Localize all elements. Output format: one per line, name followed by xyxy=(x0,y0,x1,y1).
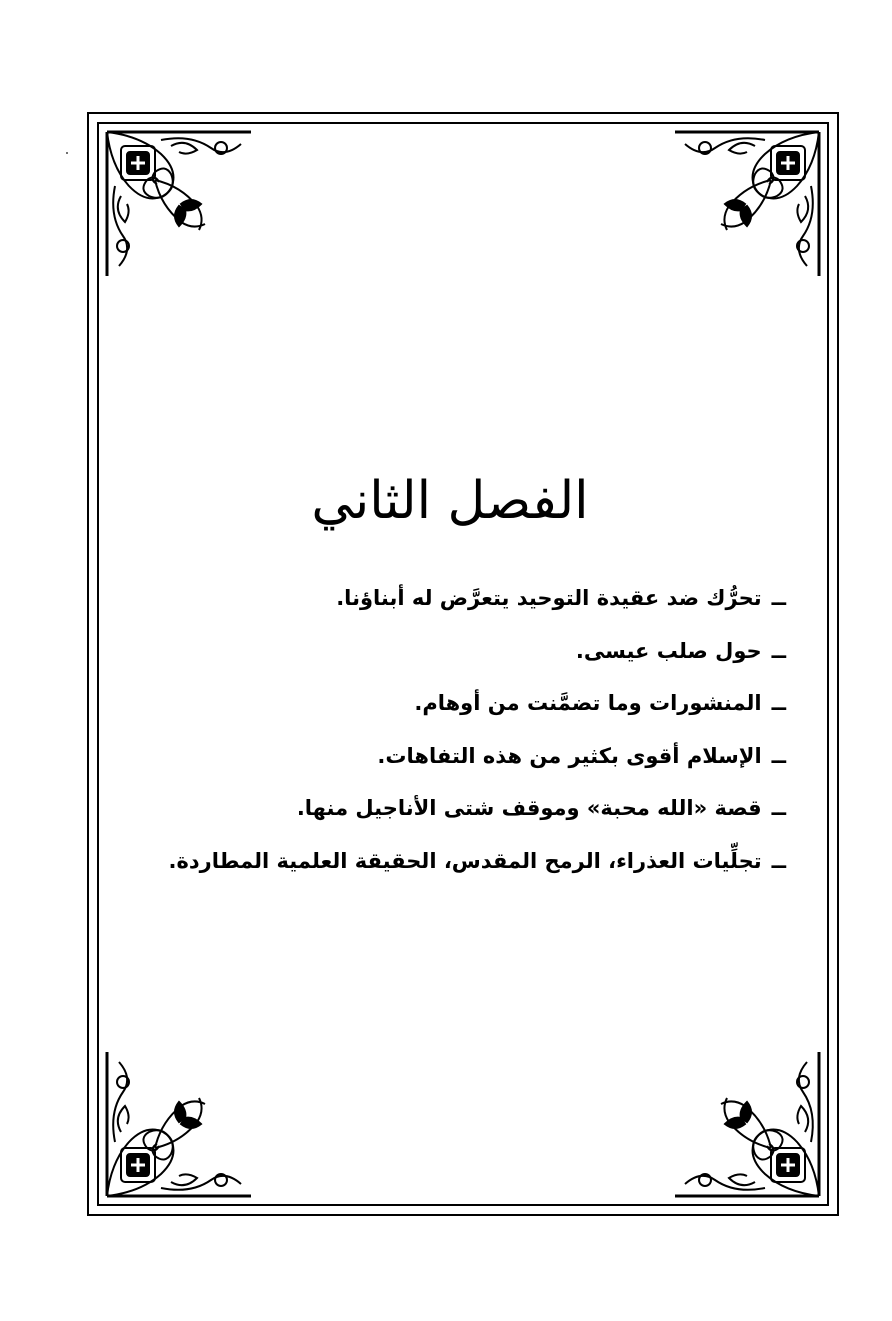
corner-ornament-top-right xyxy=(675,126,825,276)
dash-marker: ــ xyxy=(771,638,786,663)
dash-marker: ــ xyxy=(771,691,786,715)
chapter-title: الفصل الثاني xyxy=(311,471,589,531)
topic-text: قصة «الله محبة» وموقف شتى الأناجيل منها. xyxy=(296,796,762,820)
dash-marker: ــ xyxy=(771,586,786,610)
list-item xyxy=(146,572,786,625)
topic-text: تجلِّيات العذراء، الرمح المقدس، الحقيقة العلمية المطاردة. xyxy=(168,848,762,873)
list-item xyxy=(146,677,786,730)
corner-ornament-top-left xyxy=(101,126,251,276)
scan-speck xyxy=(66,152,68,154)
list-item xyxy=(146,782,786,835)
list-item xyxy=(146,730,786,783)
chapter-topics-list xyxy=(146,572,786,887)
corner-ornament-bottom-left xyxy=(101,1052,251,1202)
list-item xyxy=(146,625,786,678)
dash-marker: ــ xyxy=(771,848,786,873)
dash-marker: ــ xyxy=(771,743,786,768)
topic-text: المنشورات وما تضمَّنت من أوهام. xyxy=(414,691,762,715)
dash-marker: ــ xyxy=(771,796,786,820)
topic-text: الإسلام أقوى بكثير من هذه التفاهات. xyxy=(377,743,762,768)
list-item xyxy=(146,835,786,888)
topic-text: حول صلب عيسى. xyxy=(575,638,762,663)
corner-ornament-bottom-right xyxy=(675,1052,825,1202)
topic-text: تحرُّك ضد عقيدة التوحيد يتعرَّض له أبناؤنا. xyxy=(336,586,762,610)
